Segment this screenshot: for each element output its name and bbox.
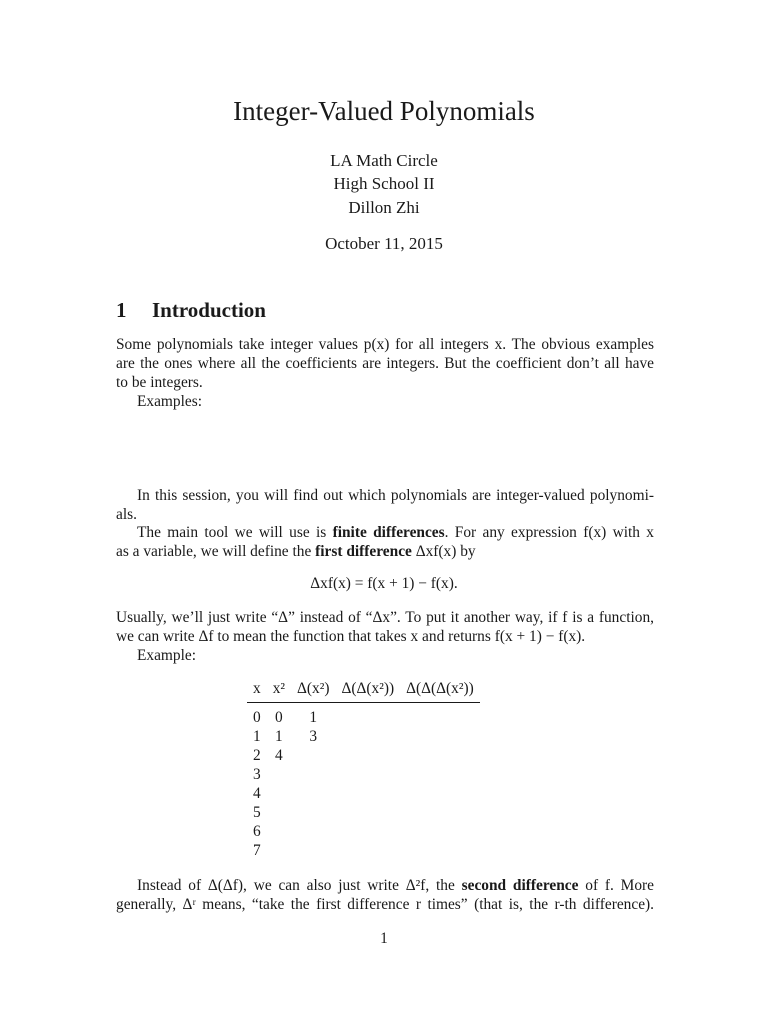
text-line: Some polynomials take integer values p(x) for all integers x. The obvious examples [116, 336, 654, 353]
author-name: Dillon Zhi [348, 198, 420, 217]
table-cell: 4 [253, 784, 261, 802]
table-cell [267, 822, 291, 841]
examples-label: Examples: [137, 393, 202, 410]
table-cell [400, 727, 480, 746]
table-cell [335, 822, 400, 841]
text-line: als. [116, 506, 137, 523]
table-cell [400, 822, 480, 841]
table-cell: 1 [275, 727, 283, 745]
text-line: generally, Δʳ means, “take the first difference r times” (that is, the r-th difference). [116, 896, 654, 913]
table-cell: 7 [253, 841, 261, 859]
table-cell [267, 784, 291, 803]
table-cell: 3 [253, 765, 261, 783]
table-cell: 0 [275, 708, 283, 726]
example-label: Example: [137, 647, 196, 664]
table-cell [335, 746, 400, 765]
table-row [247, 703, 480, 728]
display-equation: Δxf(x) = f(x + 1) − f(x). [310, 575, 458, 592]
table-cell [335, 727, 400, 746]
term-second-difference: second difference [461, 877, 579, 894]
table-row [247, 841, 480, 860]
text-line: Usually, we’ll just write “Δ” instead of “Δx”. To put it another way, if f is a function, [116, 609, 654, 626]
column-header: x² [267, 678, 291, 703]
section-number: 1 [116, 298, 127, 322]
page-number: 1 [380, 930, 388, 947]
table-row [247, 765, 480, 784]
table-cell [335, 765, 400, 784]
table-cell [400, 746, 480, 765]
table-cell [335, 703, 400, 728]
table-header-row [247, 678, 480, 703]
difference-table [247, 678, 480, 860]
table-cell [267, 765, 291, 784]
table-cell [267, 841, 291, 860]
table-cell [291, 822, 335, 841]
table-cell [291, 765, 335, 784]
table-cell: 2 [253, 746, 261, 764]
text-line: The main tool we will use is finite differences. For any expression f(x) with x [137, 524, 654, 541]
table-cell [400, 784, 480, 803]
term-first-difference: first difference [315, 543, 412, 560]
table-cell [400, 703, 480, 728]
table-cell: 5 [253, 803, 261, 821]
table-cell [400, 765, 480, 784]
section-heading [116, 296, 266, 324]
column-header: x [247, 678, 267, 703]
paper-title: Integer-Valued Polynomials [233, 96, 535, 126]
table-cell [335, 841, 400, 860]
table-cell: 3 [309, 727, 318, 745]
table-row [247, 784, 480, 803]
text-line: as a variable, we will define the first difference Δxf(x) by [116, 543, 476, 560]
table-cell: 6 [253, 822, 261, 840]
table-cell [291, 746, 335, 765]
column-header: Δ(Δ(Δ(x²)) [400, 678, 480, 703]
text-line: we can write Δf to mean the function that takes x and returns f(x + 1) − f(x). [116, 628, 586, 645]
table-cell [400, 841, 480, 860]
table-cell: 1 [253, 727, 261, 745]
table-cell [335, 803, 400, 822]
section-title: Introduction [152, 298, 266, 322]
table-cell [291, 784, 335, 803]
column-header: Δ(Δ(x²)) [335, 678, 400, 703]
table-cell [335, 784, 400, 803]
table-cell [267, 803, 291, 822]
term-finite-differences: finite differences [332, 524, 445, 541]
paragraph-finite-differences [116, 523, 654, 561]
table-cell: 0 [253, 708, 261, 726]
paragraph-intro [116, 335, 654, 411]
paper-date: October 11, 2015 [325, 234, 443, 253]
text-line: Instead of Δ(Δf), we can also just write Δ²f, the second difference of f. More [137, 877, 654, 894]
paragraph-session [116, 486, 654, 524]
table-cell [400, 803, 480, 822]
text-line: to be integers. [116, 374, 203, 391]
table-row [247, 727, 480, 746]
text-line: are the ones where all the coefficients are integers. But the coefficient don’t all have [116, 355, 654, 372]
table-row [247, 746, 480, 765]
table-cell: 1 [309, 708, 318, 726]
table-row [247, 803, 480, 822]
table-cell [291, 841, 335, 860]
table-cell: 4 [275, 746, 283, 764]
author-affiliation: LA Math Circle [330, 151, 438, 170]
table-cell [291, 803, 335, 822]
table-row [247, 822, 480, 841]
table-body [247, 703, 480, 861]
column-header: Δ(x²) [291, 678, 335, 703]
paragraph-second-difference [116, 876, 654, 914]
paragraph-notation [116, 608, 654, 665]
author-group: High School II [333, 174, 435, 193]
text-line: In this session, you will find out which polynomials are integer-valued polynomi- [137, 487, 654, 504]
